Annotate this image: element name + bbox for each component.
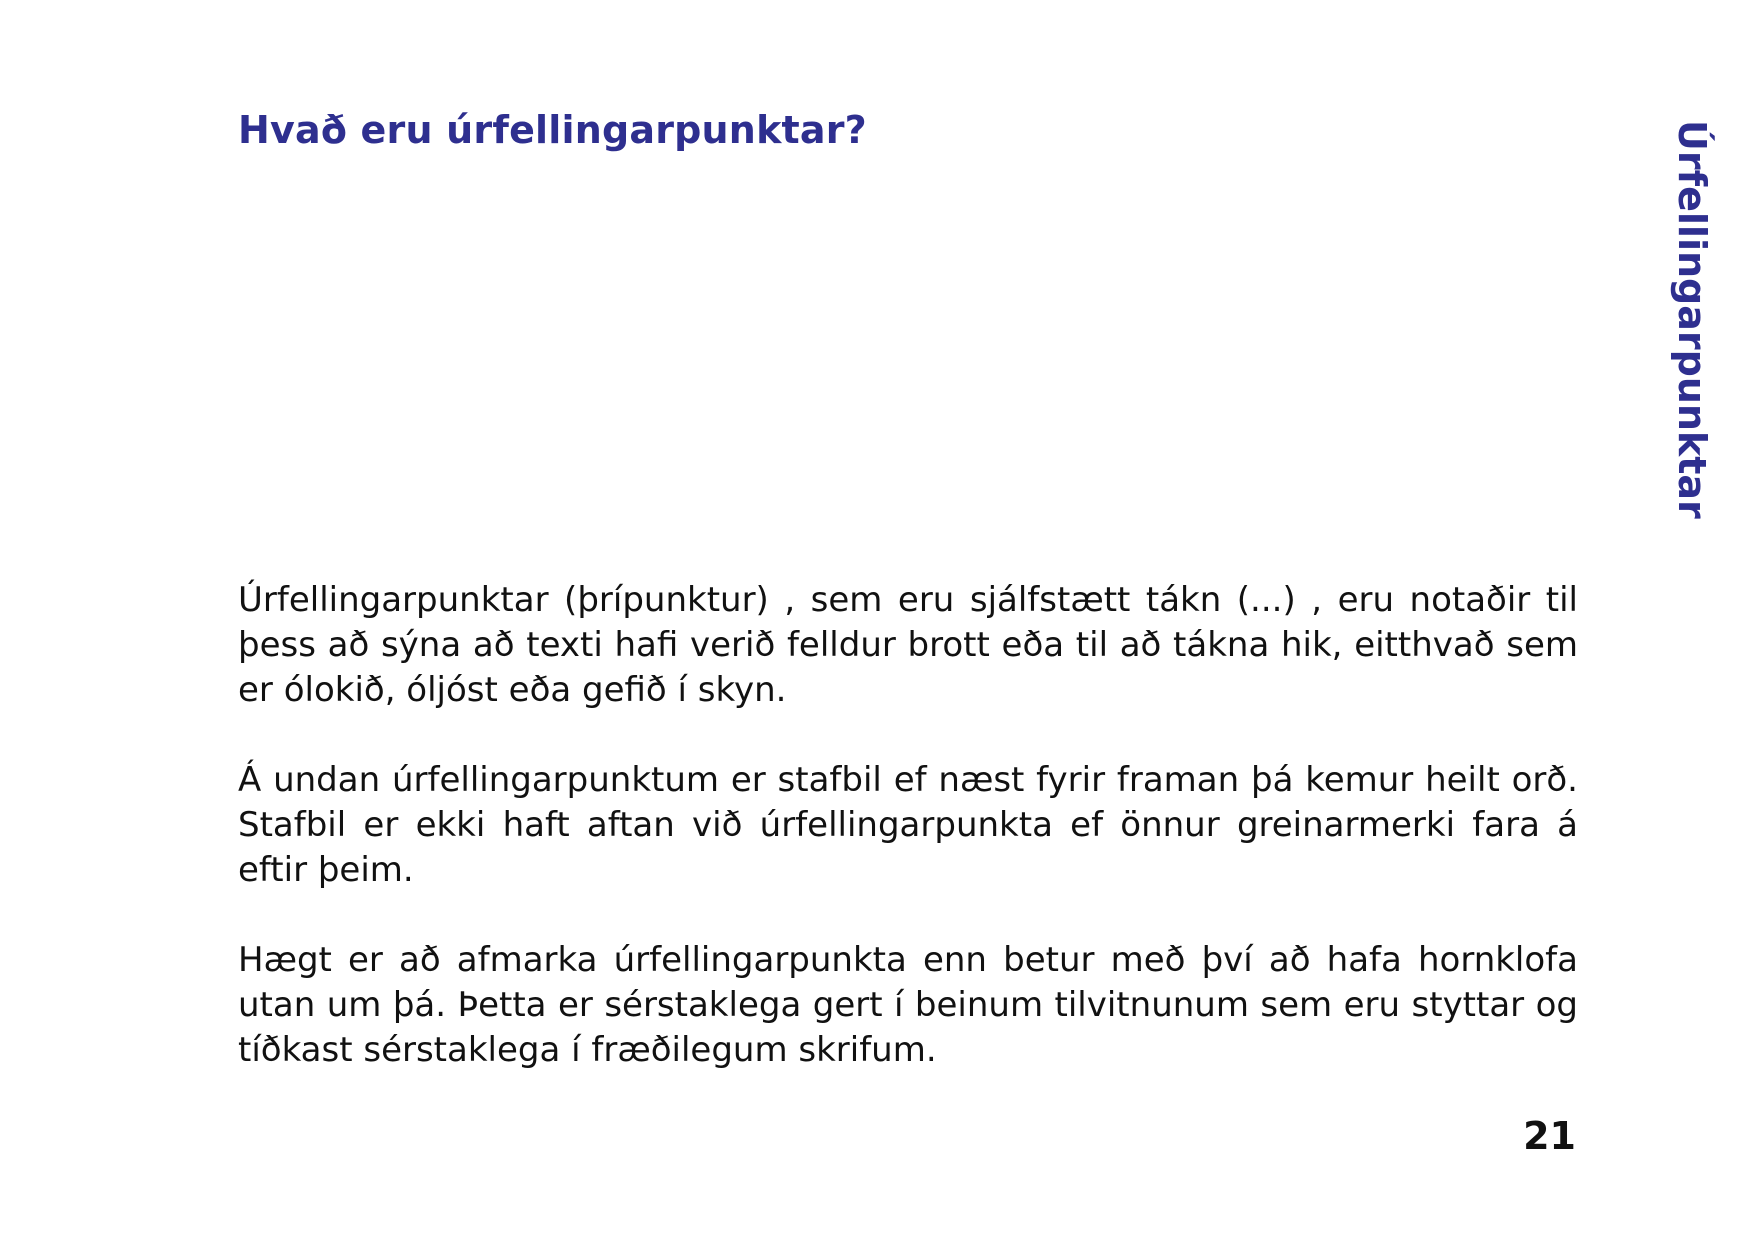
body-text	[238, 578, 1578, 1073]
paragraph-2: Á undan úrfellingarpunktum er stafbil ef næst fyrir framan þá kemur heilt orð. Stafbil er ekki haft aftan við úrfellingarpunkta ef önnur greinarmerki fara á eftir þeim.	[238, 760, 1578, 890]
page-number: 21	[1523, 1114, 1576, 1158]
page-heading: Hvað eru úrfellingarpunktar?	[238, 108, 867, 152]
section-side-label: Úrfellingarpunktar	[1670, 120, 1714, 519]
paragraph-3: Hægt er að afmarka úrfellingarpunkta enn betur með því að hafa hornklofa utan um þá. Þetta er sérstaklega gert í beinum tilvitnunum sem eru styttar og tíðkast sérstaklega í fræðilegum skrifum.	[238, 940, 1578, 1070]
paragraph-1: Úrfellingarpunktar (þrípunktur) , sem eru sjálfstætt tákn (...) , eru notaðir til þess að sýna að texti hafi verið felldur brott eða til að tákna hik, eitthvað sem er ólokið, óljóst eða gefið í skyn.	[238, 580, 1578, 710]
